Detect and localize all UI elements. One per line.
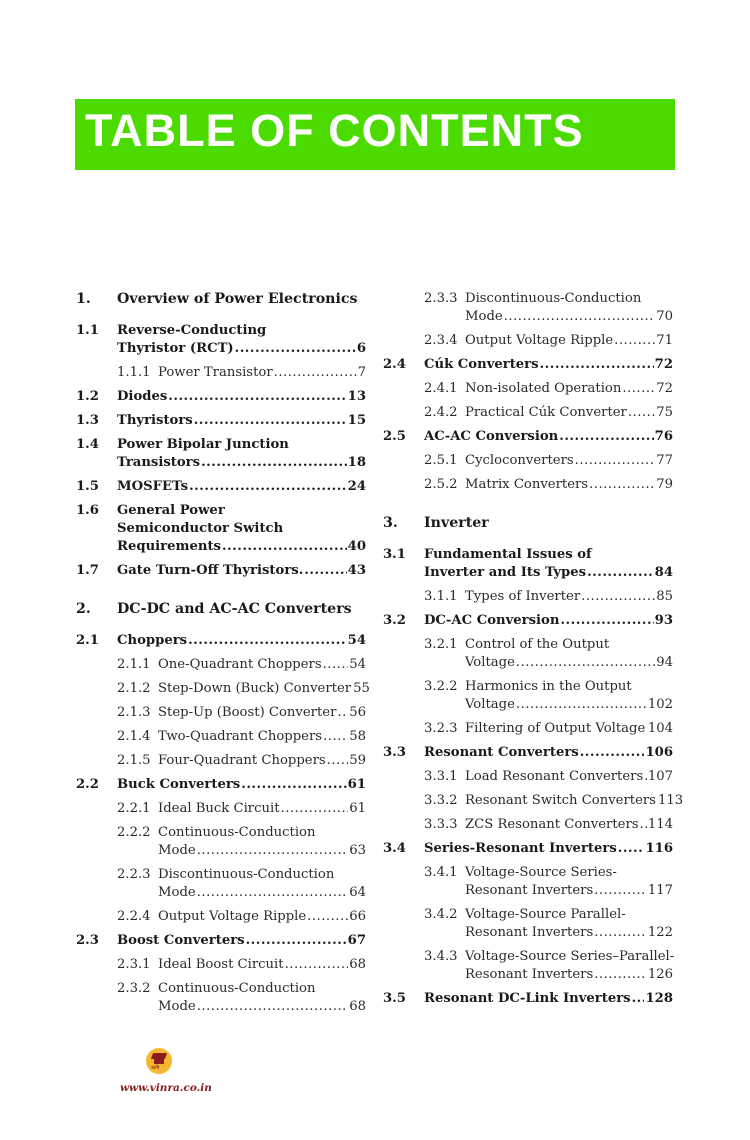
toc-page-number: 72 <box>656 381 673 396</box>
toc-entry-sub[interactable] <box>383 380 673 398</box>
toc-page-number: 104 <box>647 721 673 736</box>
footer-url[interactable]: www.vinra.co.in <box>120 1082 212 1094</box>
toc-page-number: 64 <box>349 885 366 900</box>
toc-page-number: 67 <box>347 933 366 948</box>
toc-entry-title: Boost Converters <box>117 933 245 948</box>
toc-entry-title: Resonant Inverters <box>465 967 594 982</box>
toc-entry-section[interactable] <box>76 436 366 472</box>
toc-entry-section[interactable] <box>383 840 673 858</box>
toc-entry-title: Step-Down (Buck) Converter <box>158 681 352 696</box>
toc-entry-number: 1.4 <box>76 437 99 452</box>
toc-entry-title: Semiconductor Switch <box>117 521 284 536</box>
toc-entry-number: 2.1.5 <box>117 753 151 768</box>
toc-page-number: 18 <box>347 455 366 470</box>
toc-page-number: 75 <box>656 405 673 420</box>
toc-entry-title: Output Voltage Ripple <box>465 333 614 348</box>
dot-leader <box>594 966 647 984</box>
toc-entry-number: 3.2.3 <box>424 721 458 736</box>
toc-entry-number: 2.2 <box>76 777 99 792</box>
toc-entry-title: Thyristor (RCT) <box>117 341 234 356</box>
toc-entry-number: 2.4 <box>383 357 406 372</box>
toc-entry-section[interactable] <box>383 546 673 582</box>
toc-page-number: 72 <box>654 357 673 372</box>
toc-page-number: 126 <box>647 967 673 982</box>
toc-entry-title: ZCS Resonant Converters <box>465 817 639 832</box>
toc-entry-title: Mode <box>158 885 196 900</box>
dot-leader <box>516 654 655 672</box>
toc-page-number: 54 <box>349 657 366 672</box>
toc-entry-sub[interactable] <box>383 768 673 786</box>
toc-page-number: 76 <box>654 429 673 444</box>
toc-entry-sub[interactable] <box>383 906 673 942</box>
toc-entry-title: Two-Quadrant Choppers <box>158 729 323 744</box>
toc-page-number: 61 <box>347 777 366 792</box>
dot-leader <box>540 356 654 374</box>
graduation-cap-icon: ऋषि <box>146 1048 172 1074</box>
toc-entry-title: Resonant Inverters <box>465 925 594 940</box>
toc-entry-section[interactable] <box>76 632 366 650</box>
toc-entry-number: 1. <box>76 291 91 307</box>
dot-leader <box>632 990 645 1008</box>
toc-entry-sub[interactable] <box>76 680 370 698</box>
toc-entry-sub[interactable] <box>383 864 673 900</box>
toc-entry-section[interactable] <box>383 744 673 762</box>
toc-entry-title: Resonant DC-Link Inverters <box>424 991 631 1006</box>
toc-entry-number: 3.1 <box>383 547 406 562</box>
toc-entry-title: Four-Quadrant Choppers <box>158 753 326 768</box>
toc-entry-section[interactable] <box>76 932 366 950</box>
toc-page-number: 94 <box>656 655 673 670</box>
dot-leader <box>644 768 647 786</box>
toc-page-number: 15 <box>347 413 366 428</box>
toc-entry-number: 2.5.1 <box>424 453 458 468</box>
toc-entry-title: Inverter <box>424 515 489 531</box>
dot-leader <box>646 720 647 738</box>
toc-entry-number: 2.5.2 <box>424 477 458 492</box>
toc-entry-number: 3.3.3 <box>424 817 458 832</box>
toc-entry-title: Fundamental Issues of <box>424 547 592 562</box>
dot-leader <box>327 752 349 770</box>
toc-entry-title: Requirements <box>117 539 221 554</box>
toc-entry-title: Reverse-Conducting <box>117 323 267 338</box>
toc-entry-sub[interactable] <box>76 866 366 902</box>
toc-entry-title: Buck Converters <box>117 777 241 792</box>
toc-entry-section[interactable] <box>383 612 673 630</box>
toc-page-number: 24 <box>347 479 366 494</box>
toc-entry-title: Voltage-Source Parallel- <box>465 907 626 922</box>
toc-entry-sub[interactable] <box>383 332 673 350</box>
toc-entry-section[interactable] <box>76 322 366 358</box>
toc-entry-title: Types of Inverter <box>465 589 581 604</box>
toc-page-number: 85 <box>656 589 673 604</box>
toc-page-number: 128 <box>645 991 673 1006</box>
toc-entry-section[interactable] <box>76 478 366 496</box>
toc-entry-number: 2.2.4 <box>117 909 151 924</box>
toc-entry-section[interactable] <box>76 388 366 406</box>
dot-leader <box>504 308 656 326</box>
toc-entry-title: Continuous-Conduction <box>158 981 316 996</box>
toc-page-number: 71 <box>656 333 673 348</box>
toc-entry-title: Harmonics in the Output <box>465 679 632 694</box>
dot-leader <box>246 932 347 950</box>
toc-entry-number: 2.1.4 <box>117 729 151 744</box>
toc-entry-title: Step-Up (Boost) Converter <box>158 705 337 720</box>
toc-entry-number: 2.3 <box>76 933 99 948</box>
toc-entry-section[interactable] <box>383 428 673 446</box>
toc-entry-sub[interactable] <box>76 908 366 926</box>
toc-entry-title: General Power <box>117 503 225 518</box>
toc-page-number: 70 <box>656 309 673 324</box>
toc-entry-sub[interactable] <box>383 720 673 738</box>
toc-entry-number: 2.3.3 <box>424 291 458 306</box>
toc-entry-number: 2.1 <box>76 633 99 648</box>
toc-entry-title: Inverter and Its Types <box>424 565 587 580</box>
toc-entry-title: Power Bipolar Junction <box>117 437 289 452</box>
toc-entry-title: Voltage <box>465 697 515 712</box>
toc-entry-number: 3.2.1 <box>424 637 458 652</box>
toc-entry-sub[interactable] <box>383 636 673 672</box>
toc-entry-number: 2.1.1 <box>117 657 151 672</box>
dot-leader <box>618 840 645 858</box>
toc-entry-number: 2.2.2 <box>117 825 151 840</box>
toc-entry-title: Discontinuous-Conduction <box>465 291 642 306</box>
toc-page-number: 77 <box>656 453 673 468</box>
toc-entry-title: Practical Cúk Converter <box>465 405 627 420</box>
toc-entry-title: One-Quadrant Choppers <box>158 657 322 672</box>
toc-page-number: 113 <box>657 793 684 808</box>
toc-entry-section[interactable] <box>76 412 366 430</box>
toc-entry-title: Load Resonant Converters <box>465 769 644 784</box>
toc-entry-title: Voltage <box>465 655 515 670</box>
toc-entry-sub[interactable] <box>76 800 366 818</box>
toc-page-number: 40 <box>347 539 366 554</box>
toc-page-number: 114 <box>647 817 673 832</box>
toc-entry-title: DC-DC and AC-AC Converters <box>117 601 352 617</box>
toc-entry-title: Ideal Buck Circuit <box>158 801 280 816</box>
toc-entry-title: Resonant Switch Converters <box>465 793 656 808</box>
toc-entry-chapter[interactable] <box>76 600 366 618</box>
toc-page-number: 117 <box>647 883 673 898</box>
toc-entry-number: 3.3.2 <box>424 793 458 808</box>
toc-entry-sub[interactable] <box>383 404 673 422</box>
toc-entry-sub[interactable] <box>383 452 673 470</box>
toc-entry-number: 3.4 <box>383 841 406 856</box>
toc-entry-title: MOSFETs <box>117 479 189 494</box>
dot-leader <box>337 704 348 722</box>
dot-leader <box>197 884 349 902</box>
toc-entry-title: DC-AC Conversion <box>424 613 560 628</box>
toc-entry-number: 1.7 <box>76 563 99 578</box>
toc-entry-number: 2.2.1 <box>117 801 151 816</box>
toc-entry-title: Series-Resonant Inverters <box>424 841 617 856</box>
toc-entry-title: Mode <box>158 999 196 1014</box>
toc-entry-title: Diodes <box>117 389 168 404</box>
toc-entry-number: 2. <box>76 601 91 617</box>
toc-entry-title: Filtering of Output Voltage <box>465 721 646 736</box>
toc-page-number: 6 <box>356 341 366 356</box>
dot-leader <box>323 728 348 746</box>
toc-entry-section[interactable] <box>76 502 366 556</box>
toc-column-left <box>76 290 370 1016</box>
toc-entry-number: 1.5 <box>76 479 99 494</box>
toc-page-number: 122 <box>647 925 673 940</box>
toc-entry-number: 2.3.1 <box>117 957 151 972</box>
toc-entry-sub[interactable] <box>383 948 673 984</box>
toc-page-number: 102 <box>647 697 673 712</box>
toc-entry-number: 1.1.1 <box>117 365 151 380</box>
toc-entry-number: 3.4.3 <box>424 949 458 964</box>
dot-leader <box>194 412 347 430</box>
toc-entry-number: 1.2 <box>76 389 99 404</box>
toc-entry-title: Continuous-Conduction <box>158 825 316 840</box>
toc-page-number: 13 <box>347 389 366 404</box>
toc-entry-title: Ideal Boost Circuit <box>158 957 284 972</box>
title-banner <box>75 99 675 170</box>
toc-page-number: 68 <box>349 999 366 1014</box>
toc-entry-title: Mode <box>465 309 503 324</box>
dot-leader <box>188 632 347 650</box>
toc-entry-title: Transistors <box>117 455 201 470</box>
dot-leader <box>241 776 346 794</box>
toc-entry-chapter[interactable] <box>383 514 673 532</box>
dot-leader <box>560 612 653 630</box>
toc-entry-number: 1.1 <box>76 323 99 338</box>
dot-leader <box>168 388 346 406</box>
dot-leader <box>559 428 653 446</box>
toc-entry-number: 3. <box>383 515 398 531</box>
dot-leader <box>594 924 647 942</box>
dot-leader <box>222 538 347 556</box>
toc-entry-number: 1.3 <box>76 413 99 428</box>
toc-entry-title: Cycloconverters <box>465 453 574 468</box>
toc-entry-number: 2.1.2 <box>117 681 151 696</box>
toc-entry-number: 3.3 <box>383 745 406 760</box>
toc-entry-sub[interactable] <box>383 476 673 494</box>
toc-entry-sub[interactable] <box>76 728 366 746</box>
toc-entry-number: 3.4.2 <box>424 907 458 922</box>
toc-entry-sub[interactable] <box>383 792 684 810</box>
toc-entry-title: Overview of Power Electronics <box>117 291 358 307</box>
page-title: TABLE OF CONTENTS <box>85 105 584 156</box>
dot-leader <box>622 380 655 398</box>
toc-page-number: 58 <box>349 729 366 744</box>
toc-page-number: 106 <box>645 745 673 760</box>
dot-leader <box>628 404 655 422</box>
toc-entry-title: Power Transistor <box>158 365 273 380</box>
toc-page-number: 54 <box>347 633 366 648</box>
toc-entry-sub[interactable] <box>76 980 366 1016</box>
dot-leader <box>594 882 647 900</box>
dot-leader <box>235 340 356 358</box>
toc-page-number: 84 <box>654 565 673 580</box>
toc-entry-number: 1.6 <box>76 503 99 518</box>
toc-entry-chapter[interactable] <box>76 290 366 308</box>
toc-page-number: 55 <box>353 681 370 696</box>
toc-entry-sub[interactable] <box>383 678 673 714</box>
toc-entry-title: Control of the Output <box>465 637 610 652</box>
toc-entry-sub[interactable] <box>76 824 366 860</box>
toc-page-number: 61 <box>349 801 366 816</box>
toc-entry-number: 2.4.2 <box>424 405 458 420</box>
toc-entry-number: 3.5 <box>383 991 406 1006</box>
toc-entry-number: 2.4.1 <box>424 381 458 396</box>
toc-entry-number: 2.3.4 <box>424 333 458 348</box>
toc-entry-number: 3.1.1 <box>424 589 458 604</box>
dot-leader <box>640 816 647 834</box>
toc-entry-sub[interactable] <box>383 290 673 326</box>
dot-leader <box>581 588 655 606</box>
toc-entry-title: Non-isolated Operation <box>465 381 622 396</box>
toc-entry-sub[interactable] <box>76 956 366 974</box>
toc-entry-title: Thyristors <box>117 413 193 428</box>
dot-leader <box>580 744 645 762</box>
toc-entry-title: Discontinuous-Conduction <box>158 867 335 882</box>
toc-entry-number: 3.4.1 <box>424 865 458 880</box>
toc-entry-number: 2.3.2 <box>117 981 151 996</box>
toc-entry-title: Resonant Inverters <box>465 883 594 898</box>
toc-page-number: 56 <box>349 705 366 720</box>
toc-entry-title: Voltage-Source Series- <box>465 865 617 880</box>
toc-entry-number: 3.2.2 <box>424 679 458 694</box>
toc-entry-number: 3.3.1 <box>424 769 458 784</box>
toc-entry-title: Gate Turn-Off Thyristors. <box>117 563 304 578</box>
toc-entry-number: 2.5 <box>383 429 406 444</box>
toc-page-number: 107 <box>647 769 673 784</box>
toc-entry-section[interactable] <box>383 990 673 1008</box>
toc-entry-sub[interactable] <box>76 704 366 722</box>
toc-page-number: 59 <box>349 753 366 768</box>
dot-leader <box>323 656 349 674</box>
toc-entry-section[interactable] <box>76 776 366 794</box>
dot-leader <box>201 454 347 472</box>
toc-entry-sub[interactable] <box>383 588 673 606</box>
toc-entry-number: 2.1.3 <box>117 705 151 720</box>
toc-page-number: 66 <box>349 909 366 924</box>
toc-page-number: 116 <box>645 841 673 856</box>
dot-leader <box>304 562 346 580</box>
toc-page-number: 68 <box>349 957 366 972</box>
toc-entry-title: Cúk Converters <box>424 357 539 372</box>
dot-leader <box>274 364 357 382</box>
dot-leader <box>197 998 349 1016</box>
dot-leader <box>285 956 349 974</box>
toc-entry-sub[interactable] <box>76 364 366 382</box>
dot-leader <box>589 476 655 494</box>
toc-entry-section[interactable] <box>383 356 673 374</box>
toc-page-number: 93 <box>654 613 673 628</box>
toc-entry-title: Choppers <box>117 633 188 648</box>
toc-entry-number: 2.2.3 <box>117 867 151 882</box>
toc-page-number: 43 <box>347 563 366 578</box>
toc-entry-title: Mode <box>158 843 196 858</box>
dot-leader <box>281 800 349 818</box>
toc-page-number: 7 <box>357 365 366 380</box>
dot-leader <box>307 908 348 926</box>
toc-entry-sub[interactable] <box>76 656 366 674</box>
toc-entry-title: Voltage-Source Series–Parallel- <box>465 949 675 964</box>
toc-entry-title: Resonant Converters <box>424 745 579 760</box>
toc-entry-title: AC-AC Conversion <box>424 429 559 444</box>
toc-entry-number: 3.2 <box>383 613 406 628</box>
dot-leader <box>516 696 647 714</box>
dot-leader <box>189 478 347 496</box>
toc-page-number: 79 <box>656 477 673 492</box>
dot-leader <box>197 842 349 860</box>
dot-leader <box>614 332 655 350</box>
toc-entry-sub[interactable] <box>383 816 673 834</box>
toc-entry-title: Matrix Converters <box>465 477 589 492</box>
toc-column-right <box>383 290 684 1008</box>
dot-leader <box>587 564 654 582</box>
toc-page-number: 63 <box>349 843 366 858</box>
toc-entry-sub[interactable] <box>76 752 366 770</box>
toc-entry-title: Output Voltage Ripple <box>158 909 307 924</box>
dot-leader <box>575 452 656 470</box>
toc-entry-section[interactable] <box>76 562 366 580</box>
